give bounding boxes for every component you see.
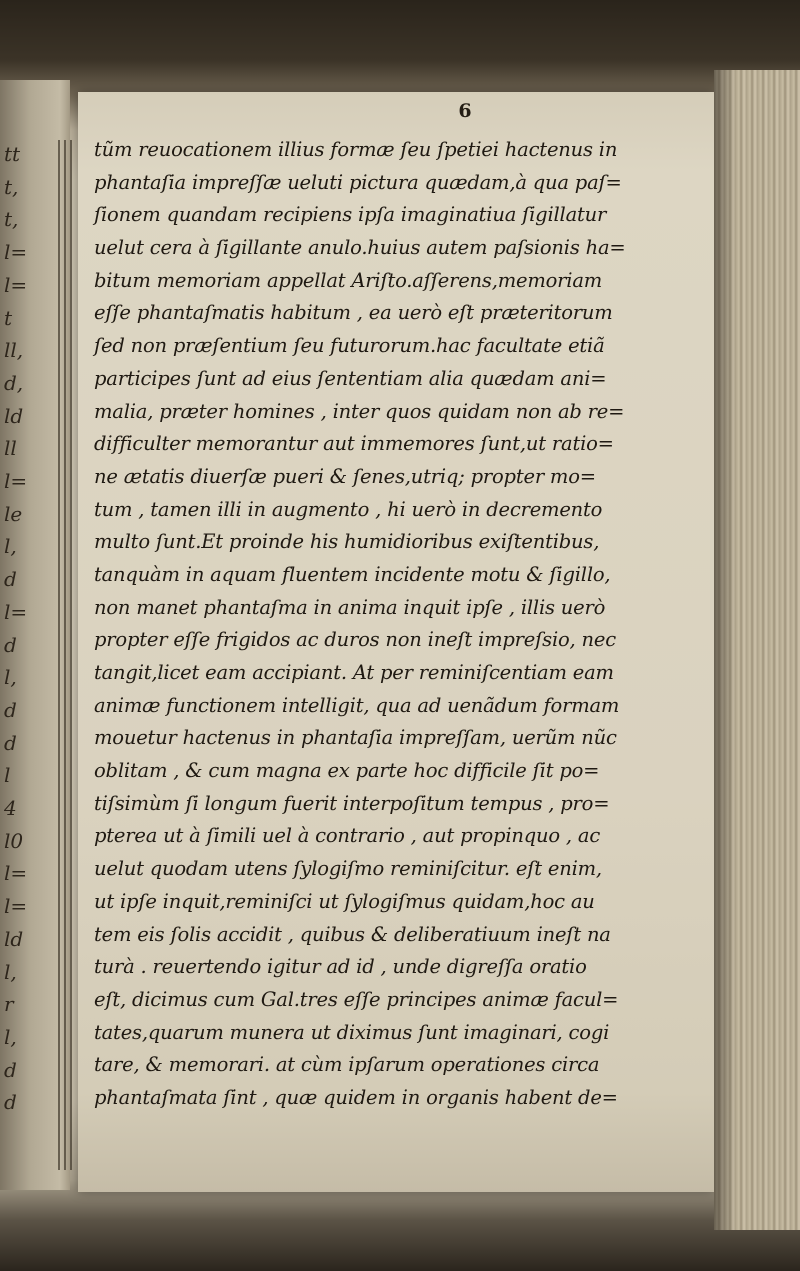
text-line: tũm reuocationem illius formæ ſeu ſpetiei hactenus in [94,138,618,161]
facing-page-fragment: l, [4,665,17,690]
facing-page-fragment: r [4,992,14,1017]
facing-page-fragment: t, [4,174,19,199]
text-line: pterea ut à ſimili uel à contrario , aut propinquo , ac [94,824,601,848]
facing-page-fragment: l= [4,240,28,265]
text-line: ne ætatis diuerſæ pueri & ſenes,utriq; propter mo= [94,464,596,488]
facing-page-fragment: t [4,305,13,330]
text-line: ut ipſe inquit,reminiſci ut ſylogiſmus quidam,hoc au [94,889,595,913]
facing-page-fragment: l= [4,599,28,624]
gutter-line [70,140,72,1170]
page-number: 6 [458,100,472,122]
text-line: tanquàm in aquam fluentem incidente motu & ſigillo, [94,562,611,586]
text-line: eſſe phantaſmatis habitum , ea uerò eſt præteritorum [94,301,613,325]
text-line: bitum memoriam appellat Ariſto.aſſerens,memoriam [94,268,603,292]
facing-page-fragment: l, [4,959,17,984]
text-line: turà . reuertendo igitur ad id , unde digreſſa oratio [94,955,587,979]
facing-page-fragment: ll, [4,338,24,363]
text-line: participes ſunt ad eius ſententiam alia quædam ani= [94,366,607,390]
text-line: tum , tamen illi in augmento , hi uerò in decremento [94,497,603,521]
facing-page-fragment: d [4,632,17,657]
facing-page-fragment: l= [4,469,28,493]
gutter-line [64,140,66,1170]
facing-page-fragment: d [4,567,17,592]
text-line: difficulter memorantur aut immemores ſunt,ut ratio= [94,432,614,456]
text-line: tiſsimùm ſi longum fuerit interpoſitum tempus , pro= [94,791,610,815]
facing-page-fragment: 4 [4,796,17,820]
text-line: malia, præter homines , inter quos quidam non ab re= [94,399,625,423]
facing-page-fragment: l= [4,861,28,886]
facing-page-fragment: t, [4,207,19,232]
text-line: uelut cera à ſigillante anulo.huius autem paſsionis ha= [94,236,626,260]
text-line: tare, & memorari. at cùm ipſarum operationes circa [94,1053,600,1077]
book-page [78,92,714,1192]
text-line: animæ functionem intelligit, qua ad uenãdum formam [94,693,620,717]
facing-page-fragment: d [4,697,17,722]
facing-page-fragment: d [4,1090,17,1115]
page-stack-shadow [714,70,736,1230]
text-line: phantaſia impreſſæ ueluti pictura quædam,à qua paſ= [94,170,622,194]
facing-page-fragment: l= [4,272,28,297]
gutter-line [58,140,60,1170]
text-line: uelut quodam utens ſylogiſmo reminiſcitur. eſt enim, [94,857,602,881]
text-line: tates,quarum munera ut diximus ſunt imaginari, cogi [94,1020,610,1044]
facing-page-fragment: l [4,763,11,788]
text-line: mouetur hactenus in phantaſia impreſſam, uerũm nũc [94,726,617,750]
page-stack-edge [714,70,800,1230]
text-line: ſionem quandam recipiens ipſa imaginatiua ſigillatur [94,203,607,227]
text-line: tangit,licet eam accipiant. At per reminiſcentiam eam [94,661,614,684]
facing-page-fragment: l0 [4,828,24,853]
facing-page-fragment: l= [4,894,28,919]
facing-page-fragment: ld [4,403,24,428]
facing-page-fragment: le [4,501,23,526]
facing-page-fragment: d, [4,370,24,395]
text-line: eſt, dicimus cum Gal.tres eſſe principes animæ facul= [94,987,619,1011]
text-line: ſed non præſentium ſeu futurorum.hac facultate etiã [94,334,605,358]
facing-page-fragment: l, [4,534,17,559]
page-text [94,134,706,1115]
text-line: multo ſunt.Et proinde his humidioribus exiſtentibus, [94,530,600,554]
text-line: non manet phantaſma in anima inquit ipſe , illis uerò [94,595,606,619]
facing-page-fragment: tt [4,142,21,166]
text-line: tem eis ſolis accidit , quibus & deliberatiuum ineſt na [94,922,611,946]
text-line: oblitam , & cum magna ex parte hoc difficile ſit po= [94,759,600,783]
facing-page-fragment: d [4,730,17,755]
facing-page-fragment: l, [4,1024,17,1049]
facing-page-fragment: ll [4,436,17,461]
facing-page-fragment: d [4,1057,17,1082]
text-line: phantaſmata ſint , quæ quidem in organis habent de= [94,1085,618,1109]
facing-page-fragment: ld [4,926,24,951]
text-line: propter eſſe frigidos ac duros non ineſt impreſsio, nec [94,628,616,652]
